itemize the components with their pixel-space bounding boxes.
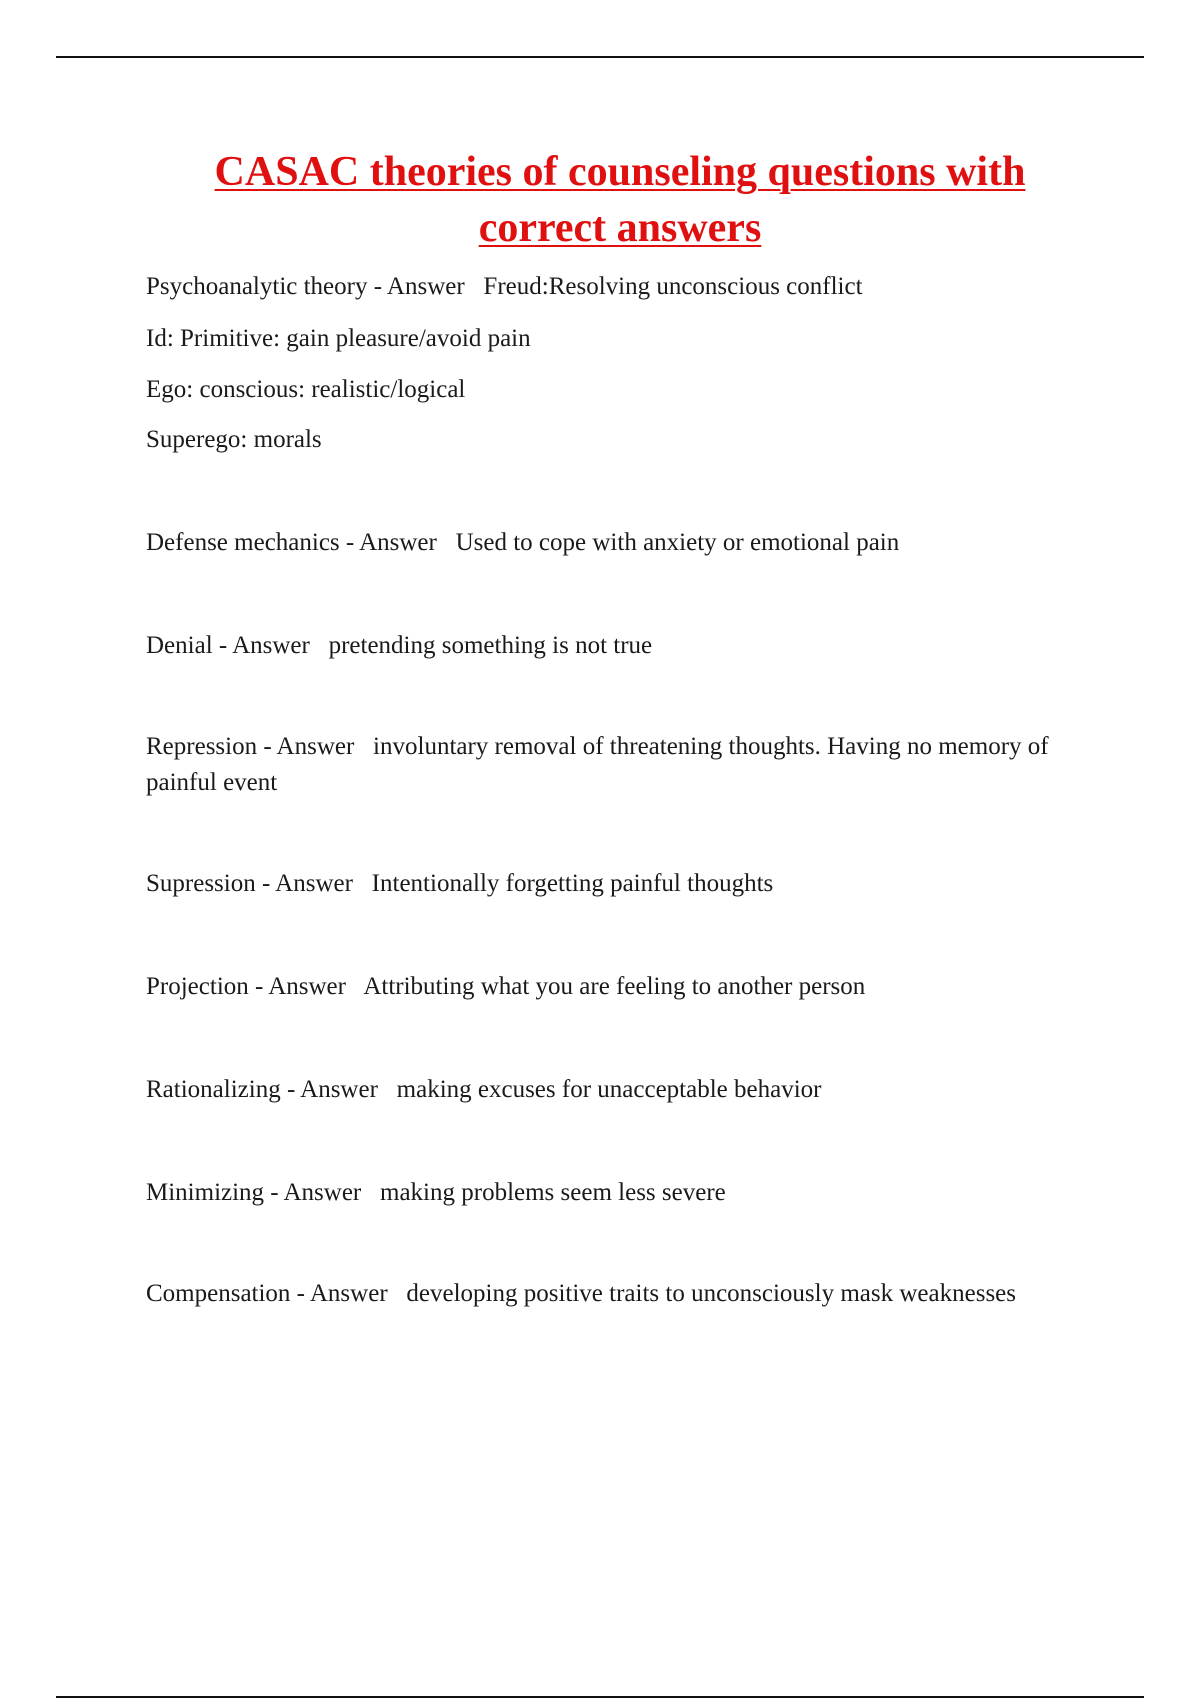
entry-repression: Repression - Answer involuntary removal of threatening thoughts. Having no memory of painful event — [146, 733, 1055, 796]
top-rule — [56, 56, 1144, 58]
entry-ego: Ego: conscious: realistic/logical — [146, 376, 466, 403]
bottom-rule — [56, 1696, 1144, 1698]
entry-supression: Supression - Answer Intentionally forgetting painful thoughts — [146, 870, 774, 897]
document-title: CASAC theories of counseling questions with correct answers — [214, 149, 1026, 251]
entry-superego: Superego: morals — [146, 426, 322, 453]
entry-rationalizing: Rationalizing - Answer making excuses for unacceptable behavior — [146, 1076, 822, 1103]
entry-minimizing: Minimizing - Answer making problems seem less severe — [146, 1179, 726, 1206]
entry-projection: Projection - Answer Attributing what you are feeling to another person — [146, 973, 866, 1000]
entry-id: Id: Primitive: gain pleasure/avoid pain — [146, 325, 531, 352]
entry-denial: Denial - Answer pretending something is not true — [146, 632, 653, 659]
entry-psychoanalytic-theory: Psychoanalytic theory - Answer Freud:Resolving unconscious conflict — [146, 273, 863, 300]
entry-defense-mechanics: Defense mechanics - Answer Used to cope with anxiety or emotional pain — [146, 529, 900, 556]
entry-compensation: Compensation - Answer developing positive traits to unconsciously mask weaknesses — [146, 1280, 1017, 1307]
